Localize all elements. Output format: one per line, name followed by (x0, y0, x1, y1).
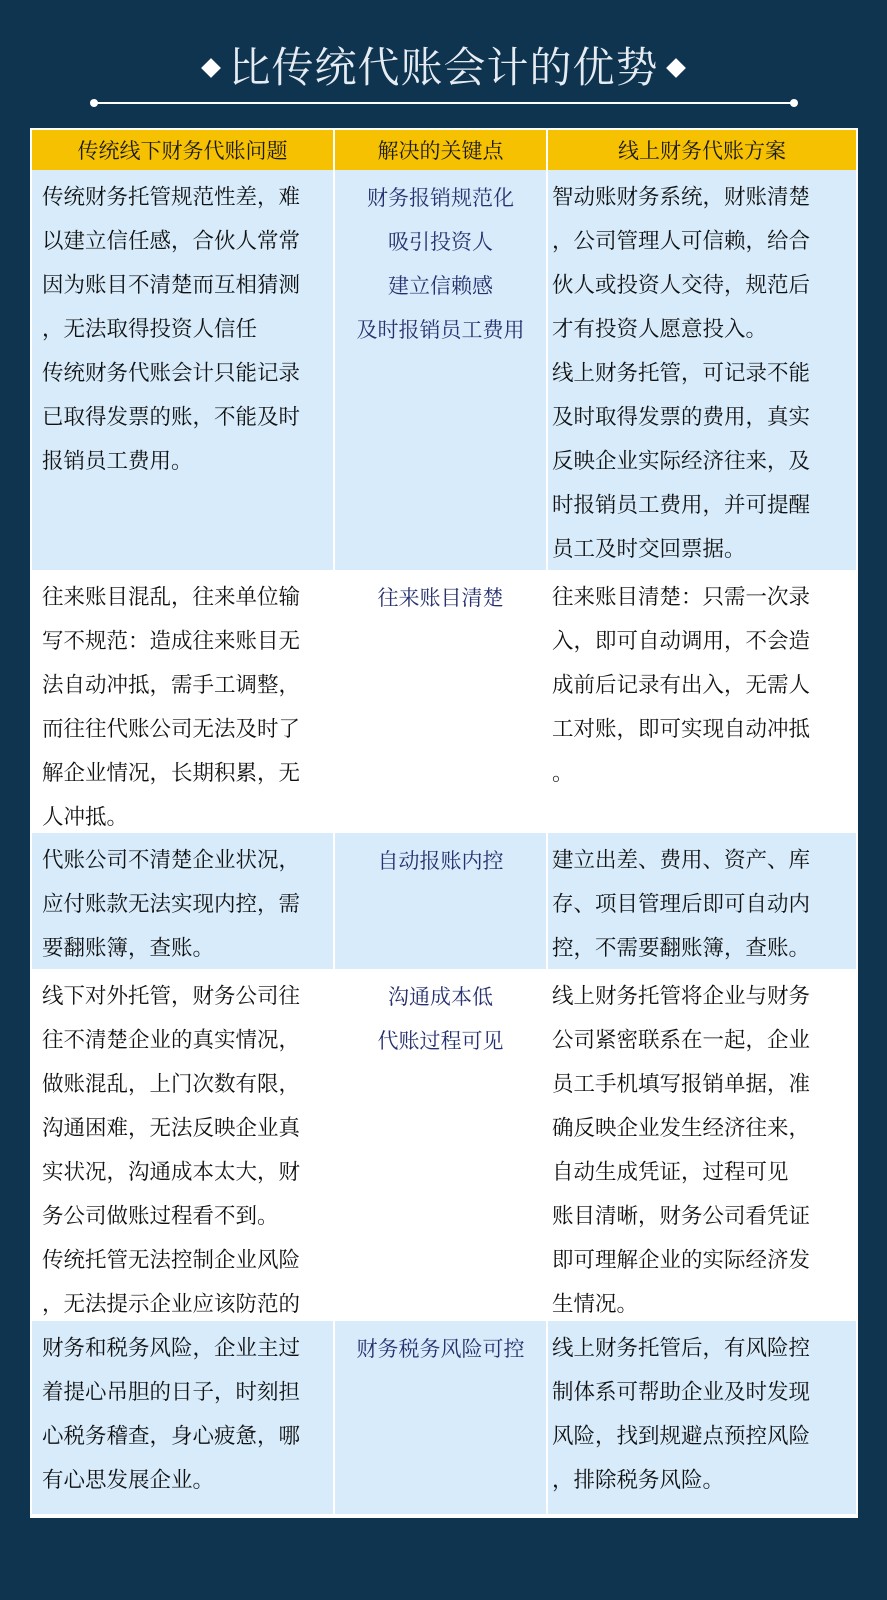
cell-line: 即可理解企业的实际经济发 (552, 1248, 811, 1273)
cell-line: 往来账目清楚：只需一次录 (552, 585, 811, 610)
cell-line: 财务和税务风险，企业主过 (42, 1336, 301, 1361)
cell-line: 因为账目不清楚而互相猜测 (42, 273, 301, 298)
row2-problem (32, 570, 333, 833)
page-title (204, 38, 682, 98)
row4-key-point (335, 969, 546, 1321)
cell-line: 做账混乱，上门次数有限， (42, 1072, 301, 1097)
row1-key-point (335, 170, 546, 570)
cell-line: ，排除税务风险。 (552, 1468, 725, 1493)
cell-line: 报销员工费用。 (42, 449, 193, 474)
cell-line: 账目清晰，财务公司看凭证 (552, 1204, 811, 1229)
cell-line: 伙人或投资人交待，规范后 (552, 273, 811, 298)
cell-line: 时报销员工费用，并可提醒 (552, 493, 811, 518)
row3-problem (32, 833, 333, 969)
cell-line: ，公司管理人可信赖，给合 (552, 229, 811, 254)
row4-problem (32, 969, 333, 1321)
divider-dot-left (90, 99, 98, 107)
cell-line: 着提心吊胆的日子，时刻担 (42, 1380, 301, 1405)
cell-line: 往来账目混乱，往来单位输 (42, 585, 301, 610)
cell-line: 沟通困难，无法反映企业真 (42, 1116, 301, 1141)
row2-solution (548, 570, 856, 833)
header-problem: 传统线下财务代账问题 (32, 130, 333, 170)
cell-line: 风险，找到规避点预控风险 (552, 1424, 811, 1449)
cell-line: 解企业情况，长期积累，无 (42, 761, 301, 786)
cell-line: 已取得发票的账，不能及时 (42, 405, 301, 430)
cell-line: 传统财务代账会计只能记录 (42, 361, 301, 386)
cell-line: 员工手机填写报销单据，准 (552, 1072, 811, 1097)
row5-key-point (335, 1321, 546, 1514)
cell-line: 及时取得发票的费用，真实 (552, 405, 811, 430)
cell-line: 传统托管无法控制企业风险 (42, 1248, 301, 1273)
cell-line: 入，即可自动调用，不会造 (552, 629, 811, 654)
diamond-left-icon (202, 58, 222, 78)
cell-line: 往来账目清楚 (377, 586, 504, 610)
cell-line: 存、项目管理后即可自动内 (552, 892, 811, 917)
cell-line: ，无法提示企业应该防范的 (42, 1292, 301, 1317)
diamond-right-icon (666, 58, 686, 78)
cell-line: ，无法取得投资人信任 (42, 317, 258, 342)
page-title-text: 比传统代账会计的优势 (228, 43, 659, 92)
cell-line: 实状况，沟通成本太大，财 (42, 1160, 301, 1185)
title-area (0, 38, 887, 98)
row1-solution (548, 170, 856, 570)
cell-line: 智动账财务系统，财账清楚 (552, 185, 811, 210)
cell-line: 控，不需要翻账簿，查账。 (552, 936, 811, 961)
row2-key-point (335, 570, 546, 833)
cell-line: 代账过程可见 (377, 1029, 504, 1053)
cell-line: 。 (552, 761, 574, 786)
cell-line: 线上财务托管，可记录不能 (552, 361, 811, 386)
cell-line: 生情况。 (552, 1292, 639, 1317)
cell-line: 成前后记录有出入，无需人 (552, 673, 811, 698)
cell-line: 员工及时交回票据。 (552, 537, 746, 562)
cell-line: 往不清楚企业的真实情况， (42, 1028, 301, 1053)
cell-line: 建立信赖感 (388, 274, 493, 298)
cell-line: 财务报销规范化 (367, 186, 514, 210)
cell-line: 自动生成凭证，过程可见 (552, 1160, 789, 1185)
header-solution: 线上财务代账方案 (548, 130, 856, 170)
header-key-point: 解决的关键点 (335, 130, 546, 170)
cell-line: 才有投资人愿意投入。 (552, 317, 768, 342)
cell-line: 吸引投资人 (388, 230, 493, 254)
cell-line: 建立出差、费用、资产、库 (552, 848, 811, 873)
cell-line: 心税务稽查，身心疲惫，哪 (42, 1424, 301, 1449)
cell-line: 法自动冲抵，需手工调整， (42, 673, 301, 698)
cell-line: 人冲抵。 (42, 805, 129, 830)
row1-problem (32, 170, 333, 570)
cell-line: 及时报销员工费用 (356, 318, 525, 342)
row3-key-point (335, 833, 546, 969)
comparison-table (30, 128, 858, 1518)
cell-line: 确反映企业发生经济往来， (552, 1116, 811, 1141)
cell-line: 有心思发展企业。 (42, 1468, 215, 1493)
row3-solution (548, 833, 856, 969)
row5-solution (548, 1321, 856, 1514)
cell-line: 工对账，即可实现自动冲抵 (552, 717, 811, 742)
cell-line: 线上财务托管将企业与财务 (552, 984, 811, 1009)
cell-line: 制体系可帮助企业及时发现 (552, 1380, 811, 1405)
row5-problem (32, 1321, 333, 1514)
divider-dot-right (790, 99, 798, 107)
cell-line: 应付账款无法实现内控，需 (42, 892, 301, 917)
title-divider (94, 102, 794, 104)
cell-line: 财务税务风险可控 (356, 1337, 525, 1361)
cell-line: 而往往代账公司无法及时了 (42, 717, 301, 742)
cell-line: 以建立信任感，合伙人常常 (42, 229, 301, 254)
cell-line: 传统财务托管规范性差，难 (42, 185, 301, 210)
cell-line: 务公司做账过程看不到。 (42, 1204, 279, 1229)
cell-line: 沟通成本低 (388, 985, 493, 1009)
cell-line: 线下对外托管，财务公司往 (42, 984, 301, 1009)
cell-line: 要翻账簿，查账。 (42, 936, 215, 961)
cell-line: 写不规范：造成往来账目无 (42, 629, 301, 654)
cell-line: 反映企业实际经济往来，及 (552, 449, 811, 474)
cell-line: 自动报账内控 (377, 849, 504, 873)
row4-solution (548, 969, 856, 1321)
cell-line: 线上财务托管后，有风险控 (552, 1336, 811, 1361)
table-grid (32, 130, 856, 1516)
cell-line: 代账公司不清楚企业状况， (42, 848, 301, 873)
cell-line: 公司紧密联系在一起，企业 (552, 1028, 811, 1053)
